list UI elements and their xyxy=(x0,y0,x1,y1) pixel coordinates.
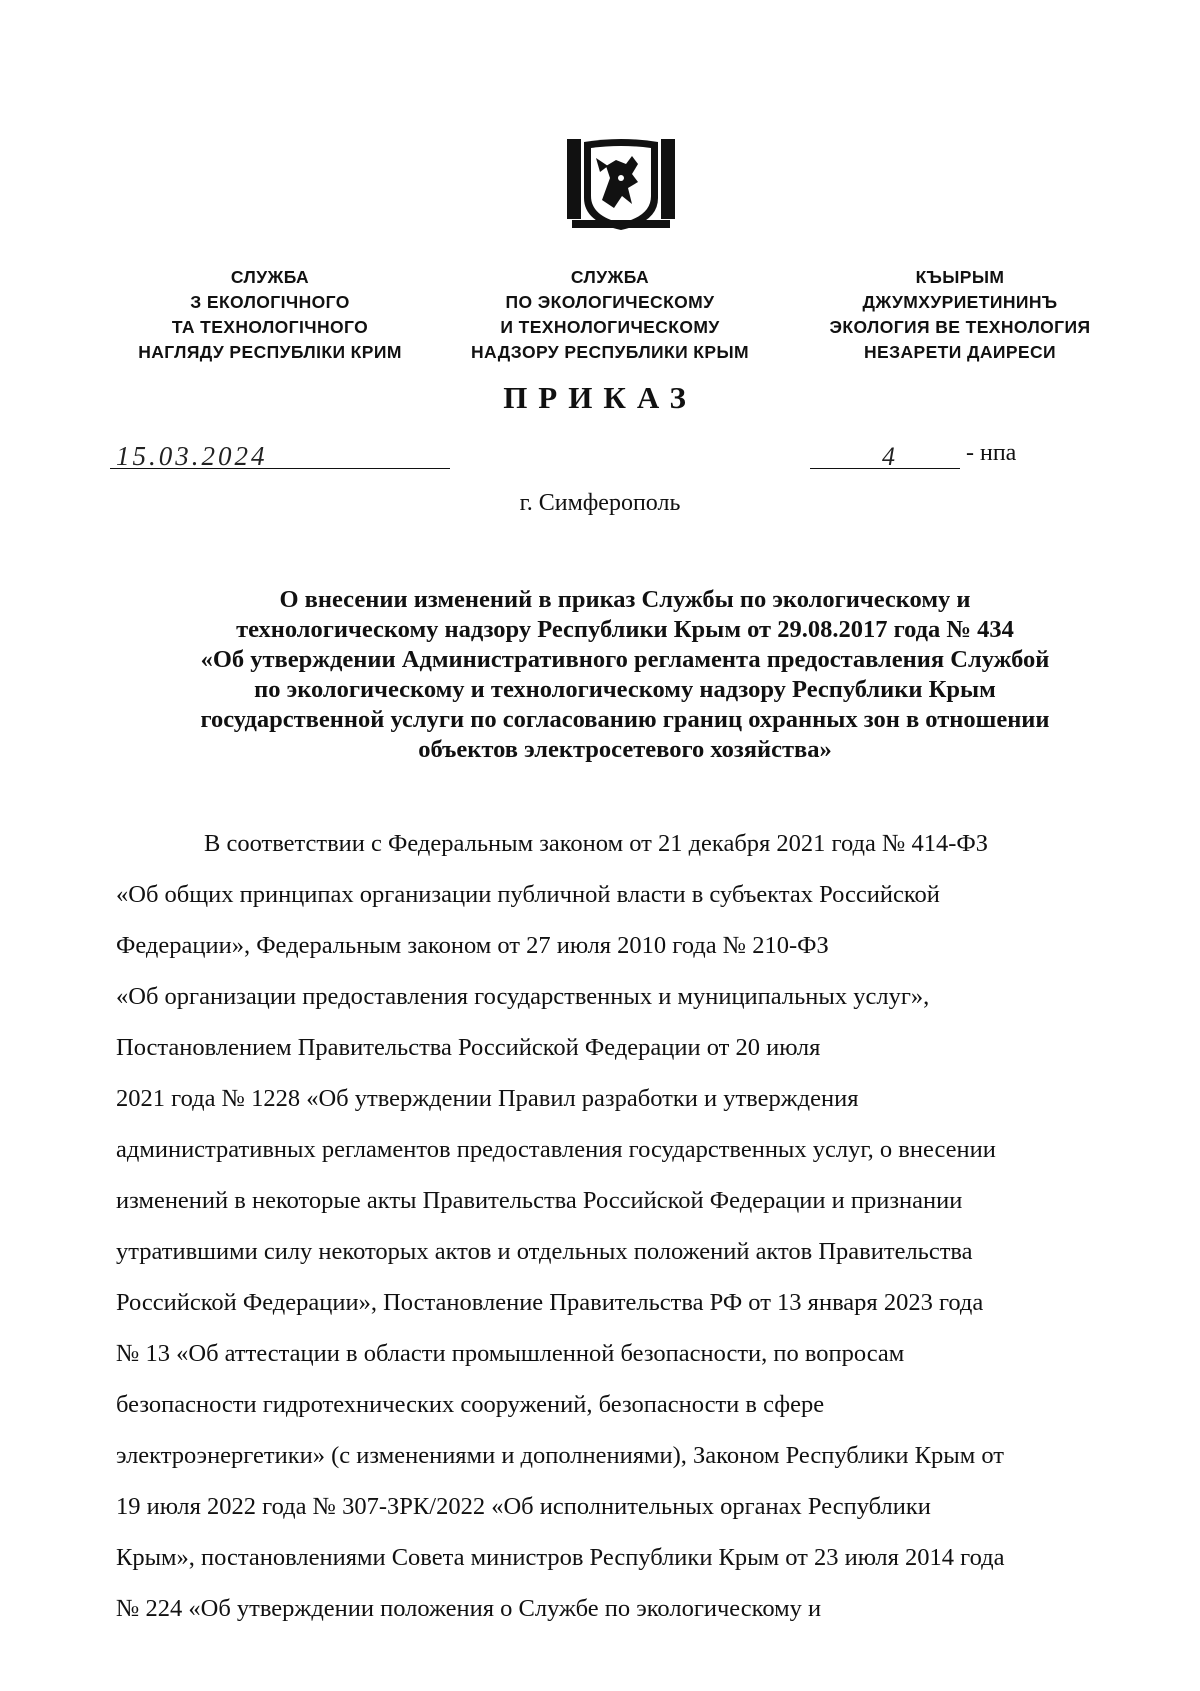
agency-ru-line: ПО ЭКОЛОГИЧЕСКОМУ xyxy=(505,292,715,312)
order-number-suffix: - нпа xyxy=(966,440,1017,466)
agency-crh-line: НЕЗАРЕТИ ДАИРЕСИ xyxy=(863,342,1057,362)
document-type-heading: ПРИКАЗ xyxy=(503,380,697,415)
title-line: «Об утверждении Административного регламента предоставления Службой xyxy=(200,646,1050,673)
agency-ru-line: И ТЕХНОЛОГИЧЕСКОМУ xyxy=(500,317,720,337)
agency-ru-line: НАДЗОРУ РЕСПУБЛИКИ КРЫМ xyxy=(471,342,749,362)
agency-name-ukrainian xyxy=(110,265,430,365)
body-line: № 13 «Об аттестации в области промышленной безопасности, по вопросам xyxy=(116,1340,905,1367)
order-date-field xyxy=(110,438,450,469)
body-line: В соответствии с Федеральным законом от 21 декабря 2021 года № 414-ФЗ xyxy=(204,830,989,857)
title-line: О внесении изменений в приказ Службы по экологическому и xyxy=(279,586,971,613)
city-line: г. Симферополь xyxy=(519,490,681,516)
griffin-emblem-icon xyxy=(566,138,676,232)
preamble-paragraph xyxy=(116,818,1142,1634)
agency-crh-line: КЪЫРЫМ xyxy=(915,267,1005,287)
title-line: государственной услуги по согласованию границ охранных зон в отношении xyxy=(200,706,1050,733)
agency-name-russian xyxy=(450,265,770,365)
body-line: Крым», постановлениями Совета министров Республики Крым от 23 июля 2014 года xyxy=(116,1544,1005,1571)
body-line: административных регламентов предоставления государственных услуг, о внесении xyxy=(116,1136,996,1163)
title-line: технологическому надзору Республики Крым от 29.08.2017 года № 434 xyxy=(236,616,1014,643)
order-title xyxy=(110,585,1140,765)
body-line: «Об организации предоставления государственных и муниципальных услуг», xyxy=(116,983,930,1010)
body-line: утратившими силу некоторых актов и отдельных положений актов Правительства xyxy=(116,1238,973,1265)
body-line: электроэнергетики» (с изменениями и дополнениями), Законом Республики Крым от xyxy=(116,1442,1004,1469)
order-number-field xyxy=(810,438,960,469)
order-number-handwritten: 4 xyxy=(882,442,895,471)
body-line: безопасности гидротехнических сооружений, безопасности в сфере xyxy=(116,1391,825,1418)
agency-ua-line: НАГЛЯДУ РЕСПУБЛІКИ КРИМ xyxy=(138,342,402,362)
order-date-handwritten: 15.03.2024 xyxy=(116,441,268,471)
agency-crh-line: ЭКОЛОГИЯ ВЕ ТЕХНОЛОГИЯ xyxy=(829,317,1091,337)
agency-name-crimean-tatar xyxy=(795,265,1125,365)
agency-ua-line: СЛУЖБА xyxy=(230,267,310,287)
agency-ru-line: СЛУЖБА xyxy=(570,267,650,287)
body-line: Федерации», Федеральным законом от 27 июля 2010 года № 210-ФЗ xyxy=(116,932,829,959)
body-line: Российской Федерации», Постановление Правительства РФ от 13 января 2023 года xyxy=(116,1289,984,1316)
body-line: 2021 года № 1228 «Об утверждении Правил разработки и утверждения xyxy=(116,1085,859,1112)
body-line: 19 июля 2022 года № 307-ЗРК/2022 «Об исполнительных органах Республики xyxy=(116,1493,931,1520)
body-line: «Об общих принципах организации публичной власти в субъектах Российской xyxy=(116,881,940,908)
title-line: по экологическому и технологическому надзору Республики Крым xyxy=(254,676,996,703)
body-line: изменений в некоторые акты Правительства Российской Федерации и признании xyxy=(116,1187,963,1214)
agency-ua-line: ТА ТЕХНОЛОГІЧНОГО xyxy=(171,317,369,337)
body-line: № 224 «Об утверждении положения о Службе по экологическому и xyxy=(116,1595,822,1622)
title-line: объектов электросетевого хозяйства» xyxy=(418,736,832,763)
agency-ua-line: З ЕКОЛОГІЧНОГО xyxy=(190,292,350,312)
agency-crh-line: ДЖУМХУРИЕТИНИНЪ xyxy=(862,292,1058,312)
crimea-coat-of-arms xyxy=(566,138,676,232)
body-line: Постановлением Правительства Российской Федерации от 20 июля xyxy=(116,1034,821,1061)
